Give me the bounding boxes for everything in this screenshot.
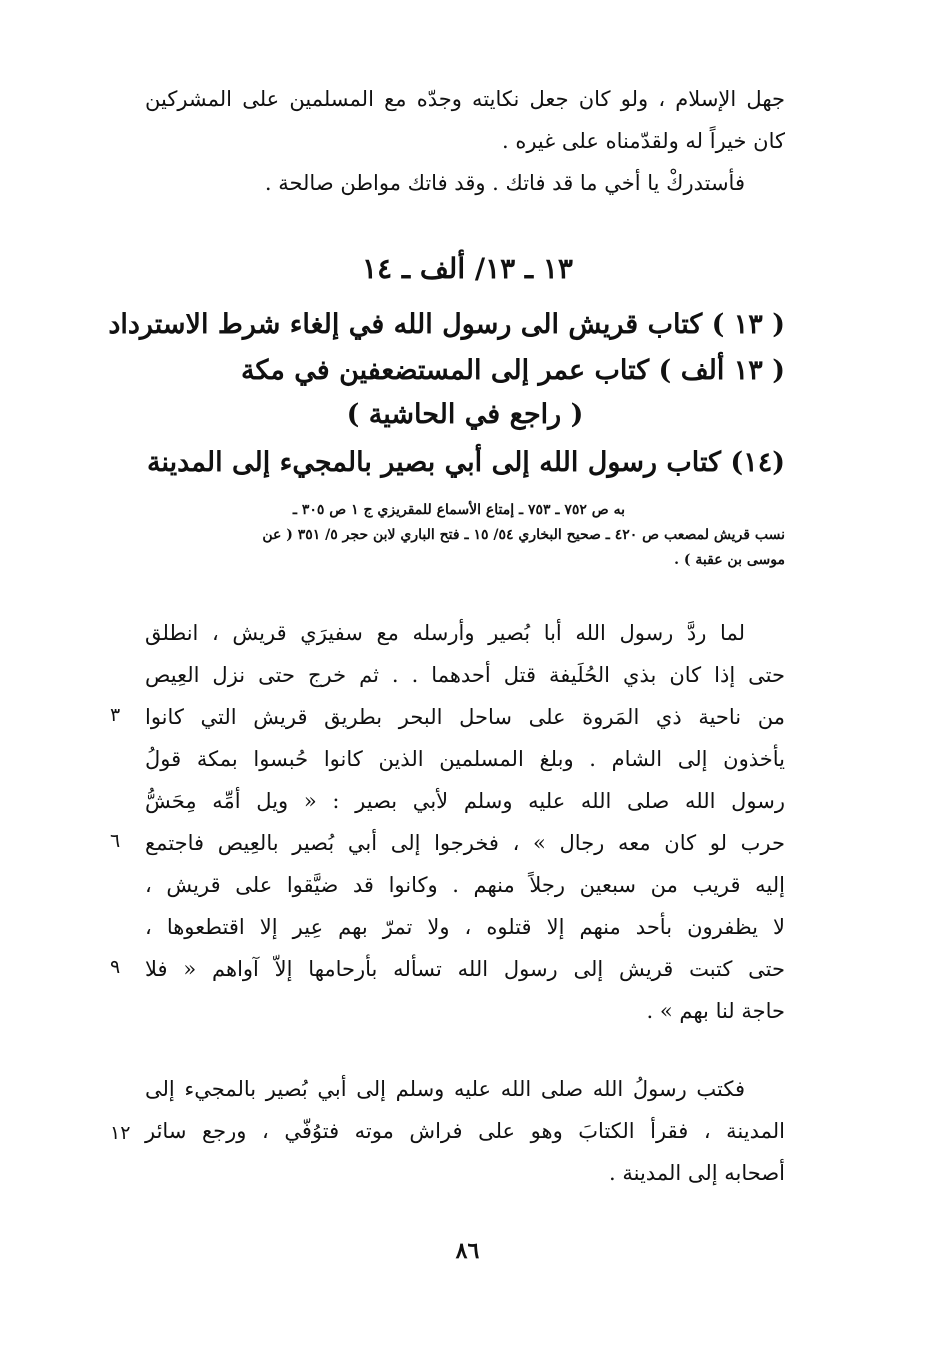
source-line: نسب قريش لمصعب ص ٤٢٠ ـ صحيح البخاري ٥٤/ ١٥ ـ فتح الباري لابن حجر ٥/ ٣٥١ ( عن (262, 527, 785, 543)
text-line: لما ردَّ رسول الله أبا بُصير وأرسله مع سفيرَي قريش ، انطلق (145, 621, 745, 645)
text-line: من ناحية ذي المَروة على ساحل البحر بطريق قريش التي كانوا (145, 705, 785, 729)
text-line: حرب لو كان معه رجال » ، فخرجوا إلى أبي بُصير بالعِيص فاجتمع (145, 831, 785, 855)
body-paragraph-1 (145, 612, 785, 1032)
text-line: جهل الإسلام ، ولو كان جعل نكايته وجدّه مع المسلمين على المشركين (145, 87, 785, 111)
text-line: حاجة لنا بهم » . (646, 999, 785, 1023)
line-number: ٦ (110, 830, 121, 852)
text-line: حتى إذا كان بذي الحُلَيفة قتل أحدهما . . ثم خرج حتى نزل العِيص (145, 663, 785, 687)
section-reference: ١٣ ـ ١٣/ ألف ـ ١٤ (362, 252, 573, 285)
source-line: به ص ٧٥٢ ـ ٧٥٣ ـ إمتاع الأسماع للمقريزي ج ١ ص ٣٠٥ ـ (292, 502, 625, 518)
body-paragraph-2 (145, 1068, 785, 1194)
text-line: أصحابه إلى المدينة . (609, 1161, 785, 1185)
text-line: لا يظفرون بأحد منهم إلا قتلوه ، ولا تمرّ بهم عِير إلا اقتطعوها ، (145, 915, 785, 939)
text-line: يأخذون إلى الشام . وبلغ المسلمين الذين كانوا حُبسوا بمكة قولُ (145, 747, 785, 771)
line-number: ٣ (110, 704, 121, 726)
text-line: فكتب رسولُ الله صلى الله عليه وسلم إلى أبي بُصير بالمجيء إلى (145, 1077, 745, 1101)
page-number: ٨٦ (455, 1238, 480, 1264)
section-title-14: (١٤) كتاب رسول الله إلى أبي بصير بالمجيء إلى المدينة (147, 447, 785, 478)
section-title-13: ( ١٣ ) كتاب قريش الى رسول الله في إلغاء شرط الاسترداد (108, 309, 785, 340)
text-line: رسول الله صلى الله عليه وسلم لأبي بصير : « ويل أمِّه مِحَشُّ (145, 789, 785, 813)
section-title-note: ( راجع في الحاشية ) (346, 399, 584, 430)
text-line: فأستدركْ يا أخي ما قد فاتك . وقد فاتك مواطن صالحة . (264, 171, 745, 195)
text-line: حتى كتبت قريش إلى رسول الله تسأله بأرحامها إلاّ آواهم « فلا (145, 957, 785, 981)
intro-paragraph (145, 78, 785, 204)
text-line: كان خيراً له ولقدّمناه على غيره . (501, 129, 785, 153)
line-number: ١٢ (110, 1122, 131, 1144)
source-line: موسى بن عقبة ) . (674, 552, 785, 568)
line-number: ٩ (110, 956, 121, 978)
text-line: إليه قريب من سبعين رجلاً منهم . وكانوا قد ضيَّقوا على قريش ، (145, 873, 785, 897)
sources-block (125, 498, 785, 573)
text-line: المدينة ، فقرأ الكتابَ وهو على فراش موته فتوُفّي ، ورجع سائر (145, 1119, 785, 1143)
section-title-13-alif: ( ١٣ ألف ) كتاب عمر إلى المستضعفين في مكة (241, 355, 785, 386)
